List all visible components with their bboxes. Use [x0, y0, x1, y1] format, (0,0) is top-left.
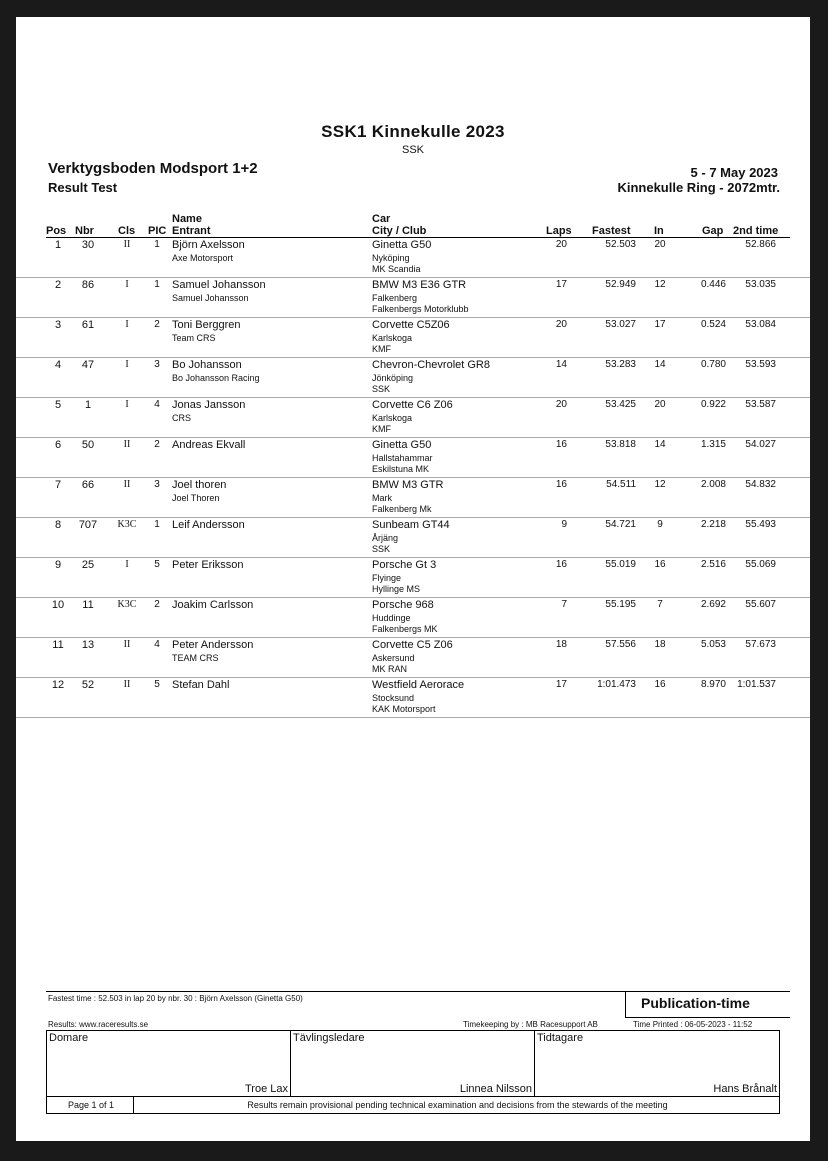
car-cell: Ginetta G50	[372, 239, 432, 251]
driver-name: Leif Andersson	[172, 519, 245, 531]
city-cell: Mark	[372, 493, 392, 503]
entrant-cell: Bo Johansson Racing	[172, 373, 260, 383]
table-row	[16, 438, 810, 478]
pic-cell: 4	[154, 639, 160, 650]
city-cell: Jönköping	[372, 373, 414, 383]
class-cell: II	[123, 239, 131, 250]
position-cell: 1	[54, 239, 62, 251]
pic-cell: 1	[154, 279, 160, 290]
club-cell: MK RAN	[372, 664, 408, 674]
event-subtitle: SSK	[401, 144, 424, 156]
city-cell: Årjäng	[372, 533, 399, 543]
second-time-cell: 53.035	[745, 279, 776, 290]
col-pic: PIC	[148, 225, 167, 237]
laps-cell: 20	[555, 399, 567, 410]
class-cell: II	[123, 439, 131, 450]
position-cell: 6	[54, 439, 62, 451]
result-type: Result Test	[48, 180, 118, 195]
pic-cell: 2	[154, 439, 160, 450]
in-lap-cell: 20	[654, 399, 666, 410]
laps-cell: 17	[555, 279, 567, 290]
gap-cell: 5.053	[700, 639, 726, 650]
second-time-cell: 53.593	[745, 359, 776, 370]
in-lap-cell: 12	[654, 479, 666, 490]
results-url: Results: www.raceresults.se	[48, 1020, 149, 1029]
event-title: SSK1 Kinnekulle 2023	[321, 122, 505, 141]
number-cell: 50	[81, 439, 95, 451]
number-cell: 86	[81, 279, 95, 291]
time-printed: Time Printed : 06-05-2023 - 11:52	[633, 1020, 753, 1029]
col-city-club: City / Club	[372, 225, 427, 237]
in-lap-cell: 7	[657, 599, 663, 610]
car-cell: Corvette C5 Z06	[372, 639, 453, 651]
table-row	[16, 598, 810, 638]
entrant-cell: Joel Thoren	[172, 493, 220, 503]
club-cell: Falkenbergs Motorklubb	[372, 304, 469, 314]
laps-cell: 14	[555, 359, 567, 370]
position-cell: 10	[51, 599, 65, 611]
entrant-cell: Axe Motorsport	[172, 253, 234, 263]
col-car: Car	[372, 213, 391, 225]
pic-cell: 1	[154, 519, 160, 530]
gap-cell: 2.516	[700, 559, 726, 570]
table-row	[16, 558, 810, 598]
pic-cell: 2	[154, 319, 160, 330]
tavlingsledare-label: Tävlingsledare	[293, 1032, 365, 1044]
position-cell: 11	[52, 639, 64, 651]
city-cell: Karlskoga	[372, 413, 413, 423]
fastest-cell: 54.721	[605, 519, 636, 530]
class-cell: II	[123, 679, 131, 690]
laps-cell: 20	[555, 239, 567, 250]
timekeeping-note: Timekeeping by : MB Racesupport AB	[463, 1020, 598, 1029]
disclaimer: Results remain provisional pending technical examination and decisions from the stewards of the meeting	[247, 1100, 668, 1110]
driver-name: Bo Johansson	[172, 359, 242, 371]
tidtagare-label: Tidtagare	[537, 1032, 584, 1044]
laps-cell: 16	[555, 479, 567, 490]
number-cell: 13	[81, 639, 95, 651]
position-cell: 12	[51, 679, 65, 691]
col-gap: Gap	[702, 225, 724, 237]
car-cell: BMW M3 E36 GTR	[372, 279, 467, 291]
publication-rule	[625, 1017, 790, 1018]
class-cell: II	[123, 479, 131, 490]
driver-name: Joel thoren	[172, 479, 227, 491]
table-row	[16, 638, 810, 678]
gap-cell: 0.524	[700, 319, 726, 330]
domare-label: Domare	[49, 1032, 89, 1044]
position-cell: 4	[54, 359, 62, 371]
car-cell: Corvette C6 Z06	[372, 399, 453, 411]
domare-name: Troe Lax	[244, 1083, 288, 1095]
fastest-time-note: Fastest time : 52.503 in lap 20 by nbr. 30 : Björn Axelsson (Ginetta G50)	[48, 994, 303, 1003]
laps-cell: 17	[555, 679, 567, 690]
col-laps: Laps	[546, 225, 572, 237]
in-lap-cell: 9	[657, 519, 663, 530]
class-cell: I	[125, 559, 129, 570]
car-cell: Corvette C5Z06	[372, 319, 450, 331]
table-row	[16, 478, 810, 518]
gap-cell: 2.218	[700, 519, 726, 530]
class-cell: I	[125, 319, 129, 330]
second-time-cell: 52.866	[745, 239, 776, 250]
club-cell: Eskilstuna MK	[372, 464, 430, 474]
position-cell: 8	[54, 519, 62, 531]
fastest-cell: 53.425	[605, 399, 636, 410]
club-cell: KMF	[372, 344, 391, 354]
gap-cell: 2.692	[700, 599, 726, 610]
pic-cell: 3	[154, 359, 160, 370]
table-row	[16, 678, 810, 718]
pic-cell: 2	[154, 599, 160, 610]
club-cell: SSK	[372, 544, 391, 554]
driver-name: Toni Berggren	[172, 319, 241, 331]
club-cell: KMF	[372, 424, 391, 434]
second-time-cell: 1:01.537	[737, 679, 776, 690]
pic-cell: 5	[154, 679, 160, 690]
in-lap-cell: 17	[654, 319, 666, 330]
fastest-cell: 53.283	[605, 359, 636, 370]
number-cell: 66	[81, 479, 95, 491]
number-cell: 25	[81, 559, 95, 571]
gap-cell: 0.922	[700, 399, 726, 410]
city-cell: Karlskoga	[372, 333, 413, 343]
club-cell: Falkenberg Mk	[372, 504, 432, 514]
driver-name: Andreas Ekvall	[172, 439, 246, 451]
in-lap-cell: 14	[654, 359, 666, 370]
number-cell: 30	[81, 239, 95, 251]
car-cell: Porsche Gt 3	[372, 559, 437, 571]
number-cell: 61	[81, 319, 95, 331]
col-pos: Pos	[46, 225, 67, 237]
gap-cell: 0.446	[700, 279, 726, 290]
pic-cell: 3	[154, 479, 160, 490]
col-fastest: Fastest	[592, 225, 631, 237]
second-time-cell: 54.027	[745, 439, 776, 450]
driver-name: Peter Eriksson	[172, 559, 244, 571]
page-number-box	[46, 1096, 134, 1114]
class-cell: II	[123, 639, 131, 650]
entrant-cell: CRS	[172, 413, 192, 423]
number-cell: 707	[78, 519, 98, 531]
fastest-cell: 55.195	[605, 599, 636, 610]
car-cell: Chevron-Chevrolet GR8	[372, 359, 490, 371]
position-cell: 9	[54, 559, 62, 571]
second-time-cell: 54.832	[745, 479, 776, 490]
laps-cell: 16	[555, 559, 567, 570]
table-row	[16, 358, 810, 398]
number-cell: 47	[81, 359, 95, 371]
second-time-cell: 53.587	[745, 399, 776, 410]
car-cell: BMW M3 GTR	[372, 479, 444, 491]
col-nbr: Nbr	[75, 225, 94, 237]
page-number: Page 1 of 1	[67, 1100, 115, 1110]
number-cell: 1	[84, 399, 92, 411]
gap-cell: 1.315	[700, 439, 726, 450]
number-cell: 11	[82, 599, 94, 611]
driver-name: Stefan Dahl	[172, 679, 230, 691]
col-name: Name	[172, 213, 202, 225]
gap-cell: 2.008	[700, 479, 726, 490]
in-lap-cell: 14	[654, 439, 666, 450]
domare-box	[46, 1030, 291, 1097]
pic-cell: 1	[154, 239, 160, 250]
fastest-cell: 53.027	[605, 319, 636, 330]
club-cell: Falkenbergs MK	[372, 624, 438, 634]
table-row	[16, 238, 810, 278]
laps-cell: 16	[555, 439, 567, 450]
second-time-cell: 55.607	[745, 599, 776, 610]
table-row	[16, 318, 810, 358]
class-cell: I	[125, 359, 129, 370]
position-cell: 2	[54, 279, 62, 291]
laps-cell: 18	[555, 639, 567, 650]
class-cell: K3C	[117, 519, 137, 530]
tavlingsledare-name: Linnea Nilsson	[459, 1083, 532, 1095]
laps-cell: 9	[561, 519, 567, 530]
pic-cell: 5	[154, 559, 160, 570]
event-venue: Kinnekulle Ring - 2072mtr.	[617, 180, 780, 195]
second-time-cell: 55.069	[745, 559, 776, 570]
car-cell: Ginetta G50	[372, 439, 432, 451]
laps-cell: 20	[555, 319, 567, 330]
club-cell: MK Scandia	[372, 264, 421, 274]
city-cell: Falkenberg	[372, 293, 418, 303]
in-lap-cell: 20	[654, 239, 666, 250]
fastest-cell: 55.019	[605, 559, 636, 570]
driver-name: Samuel Johansson	[172, 279, 266, 291]
publication-box	[625, 991, 790, 1017]
entrant-cell: Team CRS	[172, 333, 216, 343]
fastest-cell: 57.556	[605, 639, 636, 650]
class-cell: I	[125, 279, 129, 290]
in-lap-cell: 12	[654, 279, 666, 290]
col-cls: Cls	[118, 225, 136, 237]
car-cell: Porsche 968	[372, 599, 434, 611]
gap-cell: 0.780	[700, 359, 726, 370]
club-cell: KAK Motorsport	[372, 704, 436, 714]
col-in: In	[654, 225, 664, 237]
fastest-cell: 53.818	[605, 439, 636, 450]
publication-time-label: Publication-time	[641, 995, 750, 1011]
fastest-cell: 52.949	[605, 279, 636, 290]
col-second-time: 2nd time	[733, 225, 779, 237]
city-cell: Askersund	[372, 653, 415, 663]
table-row	[16, 518, 810, 558]
class-cell: K3C	[117, 599, 137, 610]
laps-cell: 7	[561, 599, 567, 610]
class-cell: I	[125, 399, 129, 410]
city-cell: Hallstahammar	[372, 453, 433, 463]
tavlingsledare-box	[290, 1030, 535, 1097]
driver-name: Björn Axelsson	[172, 239, 245, 251]
entrant-cell: TEAM CRS	[172, 653, 219, 663]
results-table	[16, 238, 810, 718]
position-cell: 7	[54, 479, 62, 491]
in-lap-cell: 16	[654, 679, 666, 690]
second-time-cell: 57.673	[745, 639, 776, 650]
driver-name: Peter Andersson	[172, 639, 254, 651]
table-row	[16, 278, 810, 318]
car-cell: Sunbeam GT44	[372, 519, 450, 531]
driver-name: Joakim Carlsson	[172, 599, 254, 611]
in-lap-cell: 18	[654, 639, 666, 650]
position-cell: 5	[54, 399, 62, 411]
tidtagare-name: Hans Brånalt	[713, 1083, 777, 1095]
second-time-cell: 53.084	[745, 319, 776, 330]
fastest-cell: 54.511	[606, 479, 636, 490]
city-cell: Stocksund	[372, 693, 415, 703]
result-page	[16, 17, 810, 1141]
tidtagare-box	[534, 1030, 780, 1097]
driver-name: Jonas Jansson	[172, 399, 246, 411]
city-cell: Nyköping	[372, 253, 410, 263]
series-name: Verktygsboden Modsport 1+2	[48, 160, 258, 177]
table-row	[16, 398, 810, 438]
col-entrant: Entrant	[172, 225, 211, 237]
city-cell: Huddinge	[372, 613, 411, 623]
number-cell: 52	[81, 679, 95, 691]
gap-cell: 8.970	[700, 679, 726, 690]
event-dates: 5 - 7 May 2023	[690, 165, 778, 180]
fastest-cell: 52.503	[605, 239, 636, 250]
in-lap-cell: 16	[654, 559, 666, 570]
position-cell: 3	[54, 319, 62, 331]
pic-cell: 4	[154, 399, 160, 410]
city-cell: Flyinge	[372, 573, 402, 583]
disclaimer-box	[133, 1096, 780, 1114]
club-cell: Hyllinge MS	[372, 584, 421, 594]
car-cell: Westfield Aerorace	[372, 679, 465, 691]
fastest-cell: 1:01.473	[597, 679, 636, 690]
entrant-cell: Samuel Johansson	[172, 293, 249, 303]
second-time-cell: 55.493	[745, 519, 776, 530]
club-cell: SSK	[372, 384, 391, 394]
